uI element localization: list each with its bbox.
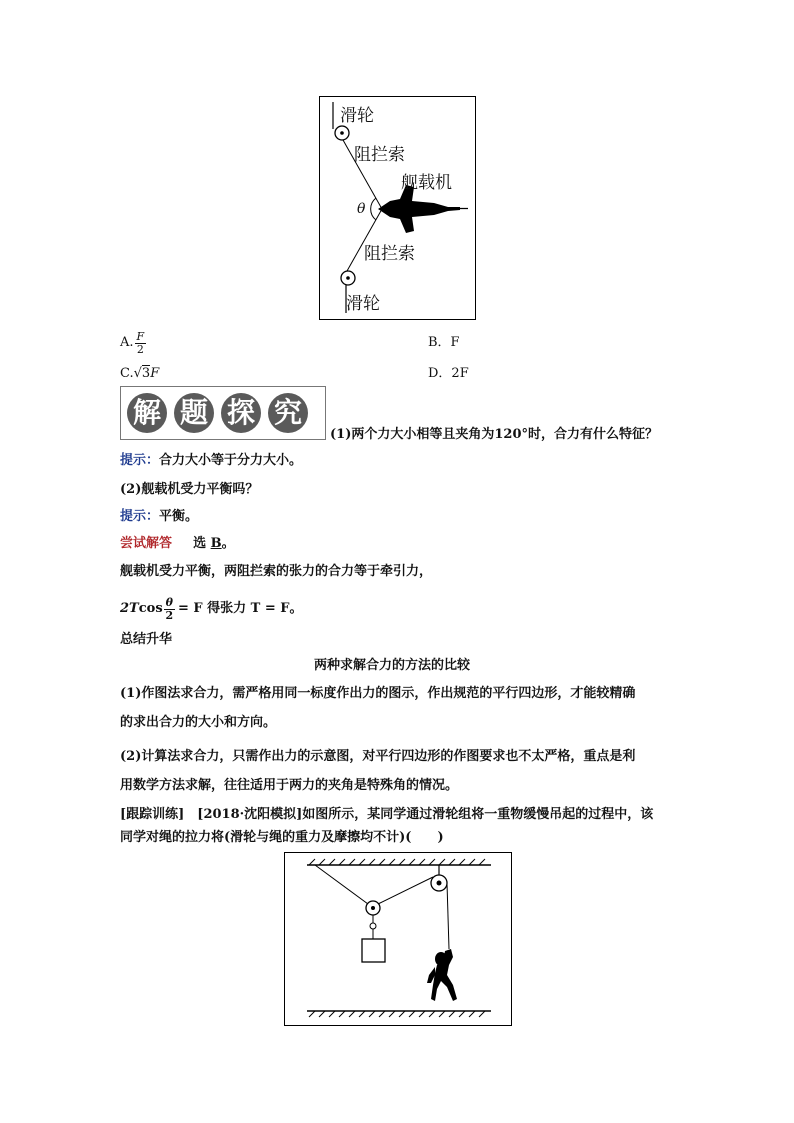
figure-pulley-system: [284, 852, 512, 1026]
banner-solve-explore: [120, 386, 326, 440]
hint-1: [120, 452, 302, 470]
question-2: (2)舰载机受力平衡吗？: [120, 482, 259, 497]
eq-numerator: θ: [165, 595, 173, 609]
arresting-cable-diagram: [320, 97, 475, 319]
label-pulley-bottom: 滑轮: [346, 294, 380, 314]
label-pulley-top: 滑轮: [340, 106, 374, 126]
hint-text-1: 合力大小等于分力大小。: [159, 453, 303, 468]
paragraph-1-line-1: (1)作图法求合力，需严格用同一标度作出力的图示，作出规范的平行四边形，才能较精确: [120, 686, 636, 701]
option-c: [120, 365, 159, 383]
label-cable-top: 阻拦索: [354, 145, 405, 165]
option-b: B．F: [428, 335, 460, 350]
person-icon: [427, 949, 457, 1001]
summary-title: 总结升华: [120, 632, 173, 647]
hint-label-1: 提示：: [120, 453, 160, 468]
eq-cos: cos: [138, 601, 163, 616]
try-answer: B: [210, 536, 222, 551]
explanation-1: 舰载机受力平衡，两阻拦索的张力的合力等于牵引力，: [120, 564, 433, 579]
try-label: 尝试解答: [120, 536, 173, 551]
question-1: (1)两个力大小相等且夹角为120°时，合力有什么特征？: [330, 427, 658, 442]
compare-title: 两种求解合力的方法的比较: [314, 658, 471, 673]
option-c-prefix: C.: [120, 366, 134, 381]
option-a: [120, 326, 147, 360]
label-theta: θ: [357, 201, 366, 217]
label-cable-bottom: 阻拦索: [364, 244, 415, 264]
try-answer-line: [120, 535, 235, 553]
paragraph-2-line-2: 用数学方法求解，往往适用于两力的夹角是特殊角的情况。: [120, 778, 459, 793]
banner-char-2: 题: [174, 393, 214, 433]
banner-char-1: 解: [127, 393, 167, 433]
follow-up-line-2: 同学对绳的拉力将(滑轮与绳的重力及摩擦均不计)( ): [120, 830, 444, 845]
eq-denominator: 2: [165, 608, 174, 622]
option-c-suffix: F: [150, 366, 160, 381]
paragraph-1-line-2: 的求出合力的大小和方向。: [120, 715, 277, 730]
option-c-root: 3: [141, 366, 151, 381]
hint-text-2: 平衡。: [159, 509, 199, 524]
option-a-numerator: F: [136, 329, 145, 343]
pulley-system-diagram: [285, 853, 511, 1025]
banner-char-4: 究: [268, 393, 308, 433]
option-a-denominator: 2: [136, 342, 144, 356]
label-plane: 舰载机: [401, 173, 452, 193]
follow-up-line-1: [跟踪训练] [2018·沈阳模拟]如图所示，某同学通过滑轮组将一重物缓慢吊起的过程中，该: [120, 807, 654, 822]
weight-block-icon: [362, 939, 385, 962]
equation-line: [120, 590, 303, 628]
paragraph-2-line-1: (2)计算法求合力，只需作出力的示意图，对平行四边形的作图要求也不太严格，重点是利: [120, 749, 636, 764]
option-d: D．2F: [428, 366, 469, 381]
eq-prefix: 2T: [120, 601, 139, 616]
banner-char-3: 探: [221, 393, 261, 433]
option-a-prefix: A.: [120, 335, 134, 350]
eq-suffix: = F 得张力 T = F。: [177, 601, 303, 616]
sqrt-icon: √: [133, 366, 142, 381]
try-end: 。: [221, 536, 235, 551]
eq-fraction: [164, 597, 175, 622]
option-a-fraction: [135, 331, 147, 356]
hint-label-2: 提示：: [120, 509, 160, 524]
try-text: 选: [193, 536, 207, 551]
hint-2: [120, 508, 198, 526]
figure-arresting-cable: [319, 96, 476, 320]
